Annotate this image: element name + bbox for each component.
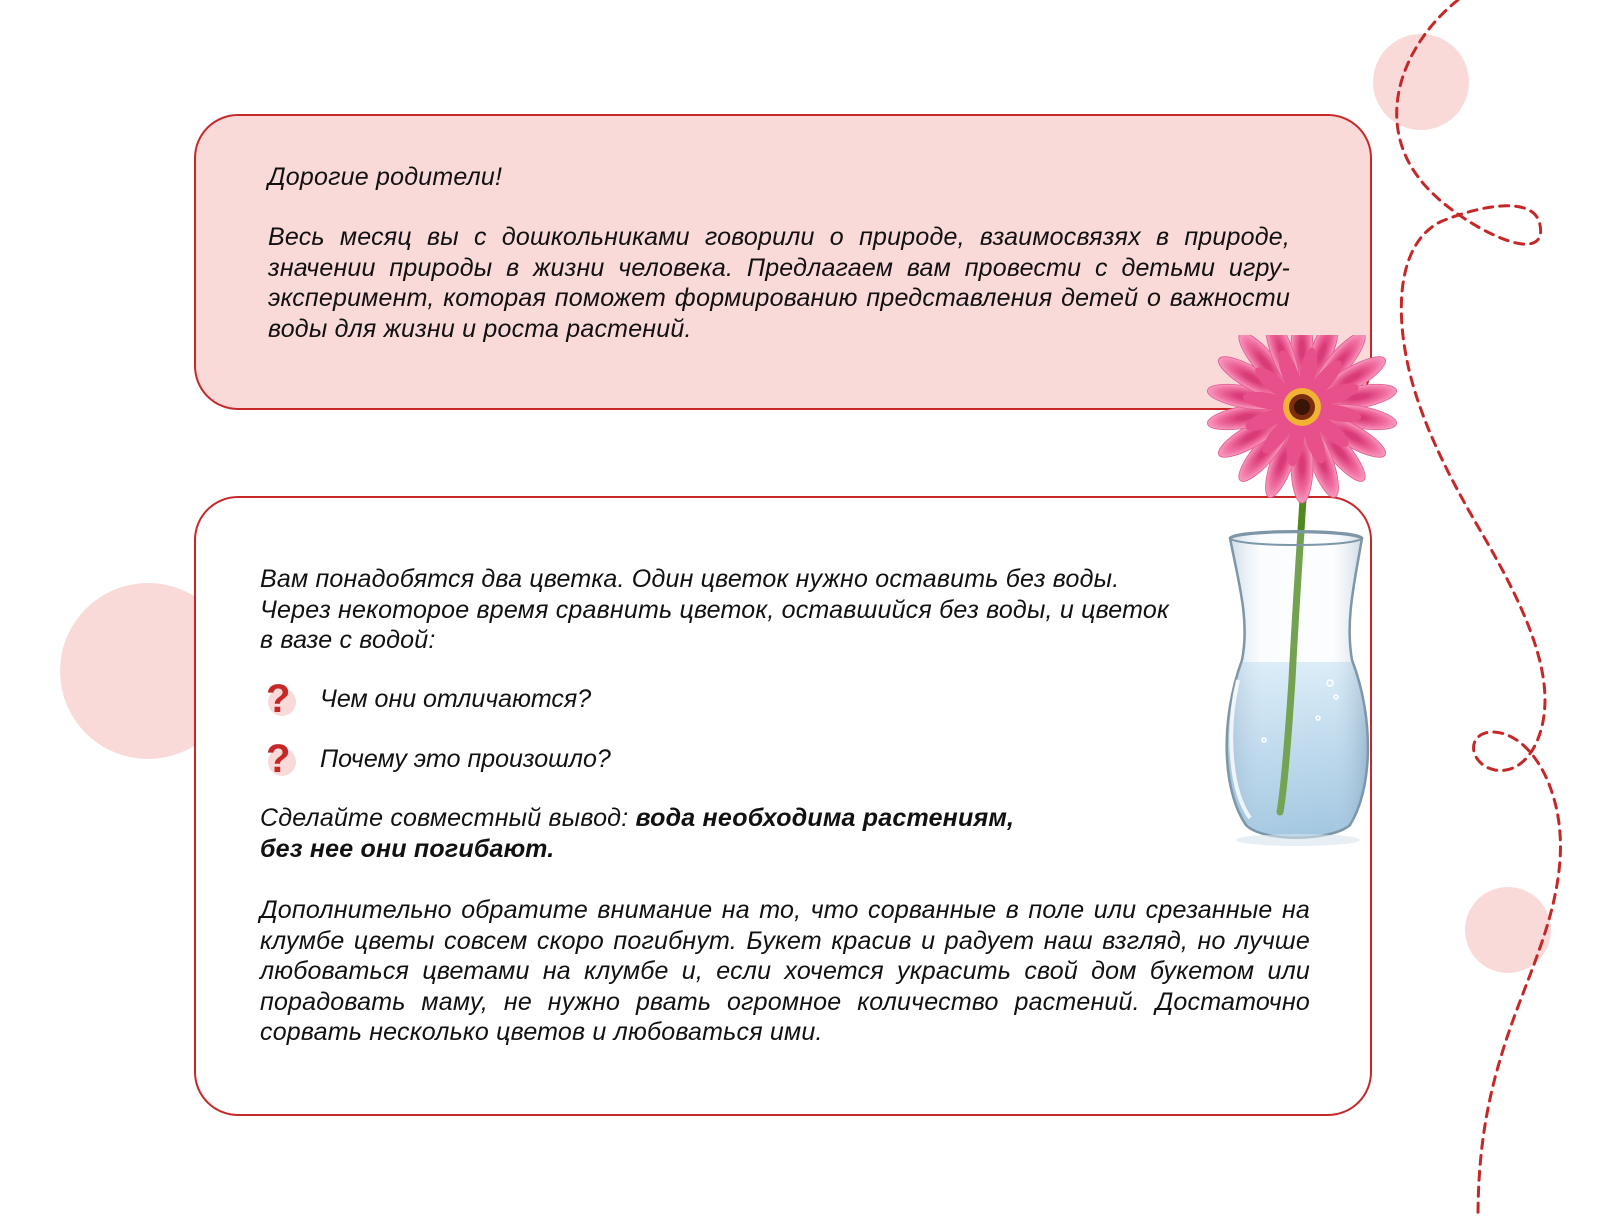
conclusion-highlight: без нее они погибают. [260,834,555,863]
conclusion-prefix: Сделайте совместный вывод: [260,804,636,832]
task-intro-line: Вам понадобятся два цветка. Один цветок нужно оставить без воды. [260,565,1120,593]
task-intro [260,564,1220,656]
greeting: Дорогие родители! [268,163,503,191]
question-mark-icon [260,738,300,778]
extra-paragraph: Дополнительно обратите внимание на то, что сорванные в поле или срезанные на клумбе цветы совсем скоро погибнут. Букет красив и радует наш взгляд, но лучше любоваться цветами на клумбе и, если хочется украсить свой дом букетом или порадовать маму, не нужно рвать огромное количество растений. Достаточно сорвать несколько цветов и любоваться ими. [260,896,1310,1046]
intro-paragraph: Весь месяц вы с дошкольниками говорили о природе, взаимосвязях в природе, значении природы в жизни человека. Предлагаем вам провести с детьми игру-эксперимент, которая поможет формированию представления детей о важности воды для жизни и роста растений. [268,223,1290,343]
task-intro-line: Через некоторое время сравнить цветок, оставшийся без воды, и цветок [260,595,1169,624]
conclusion [260,803,1080,864]
svg-text:?: ? [266,738,291,778]
task-intro-line: в вазе с водой: [260,626,436,654]
gerbera-in-vase-icon [1200,335,1410,865]
task-card [194,496,1372,1116]
svg-text:?: ? [266,678,291,718]
question-text: Почему это произошло? [320,745,611,773]
question-text: Чем они отличаются? [320,685,592,713]
conclusion-highlight: вода необходима растениям, [635,804,1015,832]
intro-card [194,114,1372,410]
question-mark-icon [260,678,300,718]
